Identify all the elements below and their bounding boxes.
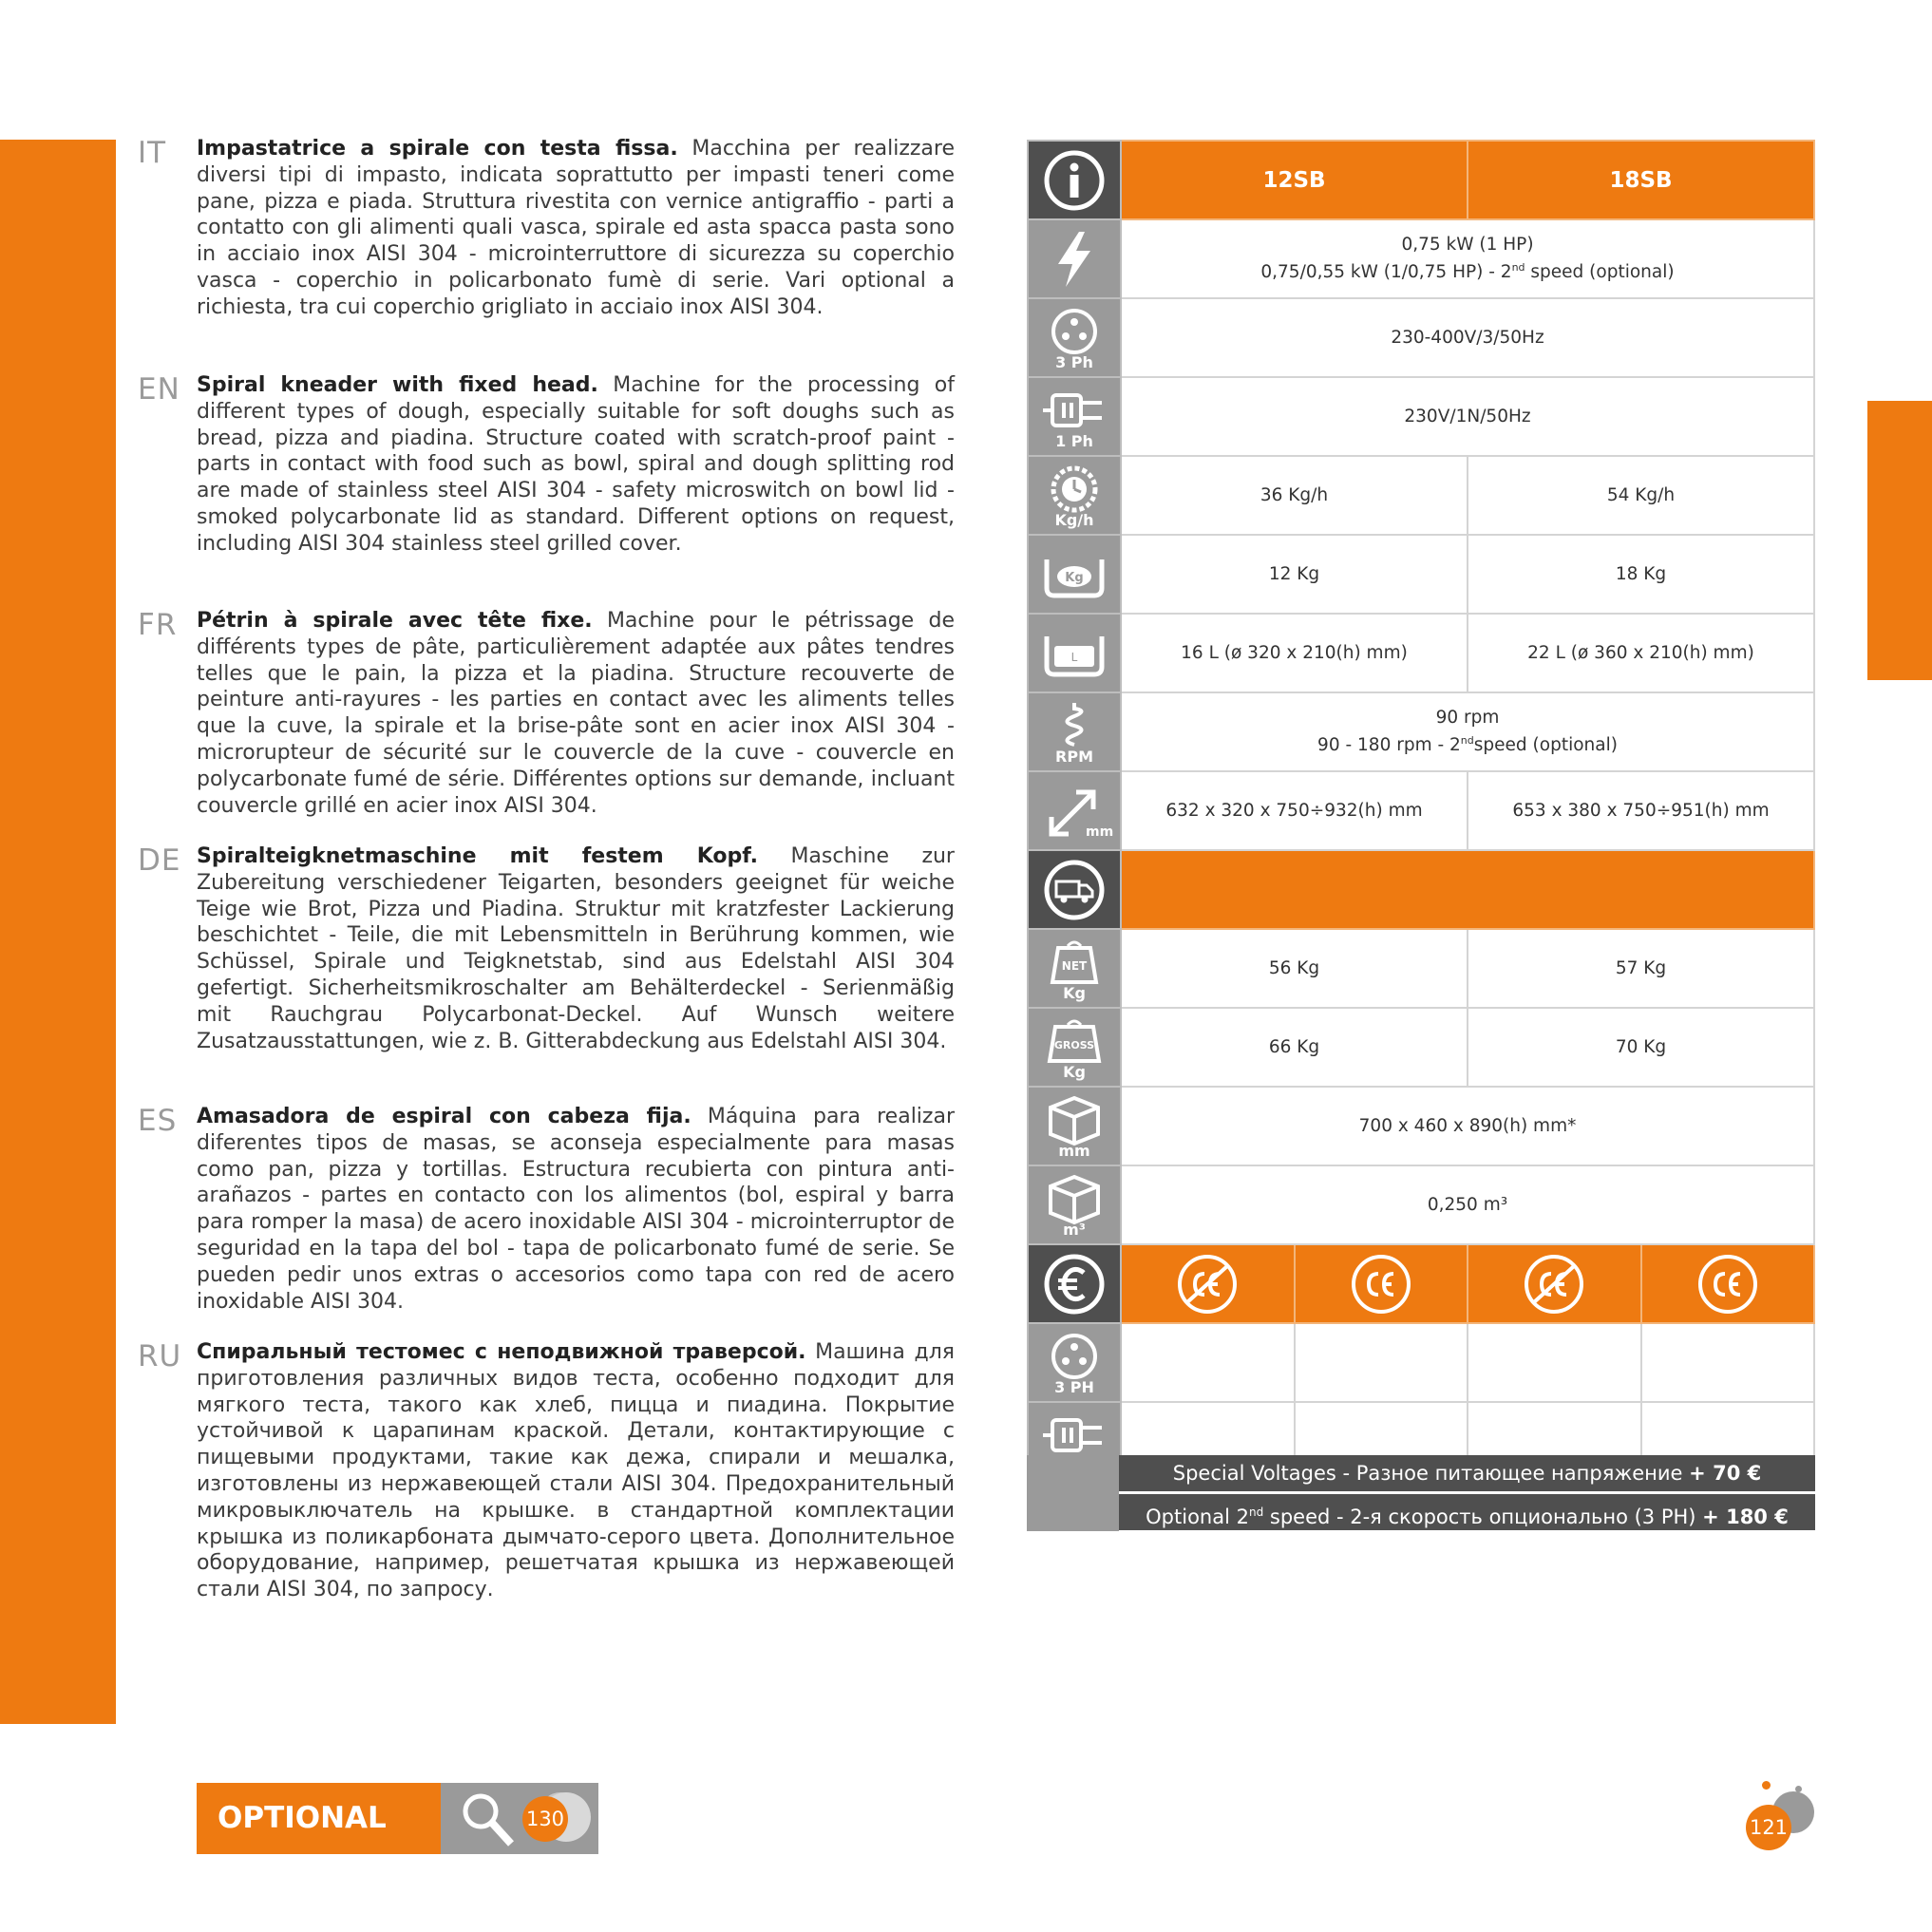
power-value	[1121, 219, 1814, 298]
capacity-18sb: 18 Kg	[1468, 535, 1814, 614]
lang-title: Amasadora de espiral con cabeza fija.	[197, 1105, 691, 1128]
label-m3: m³	[1063, 1221, 1086, 1239]
production-18sb: 54 Kg/h	[1468, 456, 1814, 535]
plug-1ph-icon	[1028, 377, 1121, 456]
label-kgh: Kg/h	[1054, 511, 1094, 529]
price-ce-cells	[1121, 1244, 1814, 1323]
shipping-header	[1121, 850, 1814, 929]
bowl-12sb: 16 L (ø 320 x 210(h) mm)	[1121, 614, 1468, 692]
optional-link[interactable]: OPTIONAL	[197, 1783, 441, 1854]
production-12sb: 36 Kg/h	[1121, 456, 1468, 535]
left-orange-bar	[0, 140, 116, 1724]
net-weight-18sb: 57 Kg	[1468, 929, 1814, 1008]
optional-image[interactable]	[441, 1783, 598, 1854]
package-volume-icon	[1028, 1165, 1121, 1244]
info-icon	[1028, 141, 1121, 219]
page-number: 121	[1746, 1805, 1791, 1850]
voltage-3ph-row	[1028, 298, 1814, 377]
net-weight-12sb: 56 Kg	[1121, 929, 1468, 1008]
lang-code: ES	[138, 1104, 178, 1138]
lang-body: Macchina per realizzare diversi tipi di impasto, indicata soprattutto per impasti teneri come pane, pizza e piada. Struttura rivestita con vernice antigraffio - parti a contatto con gli alimenti quali vasca, spirale ed asta spacca pasta sono in acciaio inox AISI 304 - microinterruttore di sicurezza su coperchio vasca - coperchio in policarbonato fumè di serie. Vari optional a richiesta, tra cui coperchio grigliato in acciaio inox AISI 304.	[197, 137, 955, 319]
power-line2: 0,75/0,55 kW (1/0,75 HP) - 2nd speed (optional)	[1260, 260, 1675, 283]
gross-weight-icon	[1028, 1008, 1121, 1087]
lang-title: Pétrin à spirale avec tête fixe.	[197, 609, 593, 633]
package-row	[1028, 1087, 1814, 1165]
dimensions-row	[1028, 771, 1814, 850]
special-voltages-note: Special Voltages - Разное питающее напряжение + 70 €	[1119, 1455, 1815, 1491]
lang-body: Machine pour le pétrissage de différents types de pâte, particulièrement adaptée aux pâtes tendres telles que le pain, la pizza et la piadina. Structure recouverte de peinture anti-rayures - les parties en contact avec les aliments telles que la cuve, la spirale et la brise-pâte sont en acier inox AISI 304 - microrupteur de sécurité sur le couvercle de la cuve - couvercle en polycarbonate fumé de série. Différentes options sur demande, incluant couvercle grillé en acier inox AISI 304.	[197, 609, 955, 818]
svg-text:mm: mm	[1086, 824, 1114, 840]
right-section-tab	[1867, 401, 1932, 680]
spiral-icon	[1028, 692, 1121, 771]
production-row	[1028, 456, 1814, 535]
net-weight-row	[1028, 929, 1814, 1008]
gross-weight-18sb: 70 Kg	[1468, 1008, 1814, 1087]
lightning-icon	[1028, 219, 1121, 298]
label-rpm: RPM	[1055, 748, 1093, 766]
bowl-volume-icon	[1028, 614, 1121, 692]
package-dims-value: 700 x 460 x 890(h) mm*	[1121, 1087, 1814, 1165]
lang-text	[197, 136, 955, 321]
lang-title: Spiral kneader with fixed head.	[197, 373, 598, 397]
lang-title: Спиральный тестомес с неподвижной траверсой.	[197, 1340, 806, 1364]
model-12sb: 12SB	[1121, 141, 1468, 219]
label-package-mm: mm	[1058, 1142, 1090, 1160]
capacity-12sb: 12 Kg	[1121, 535, 1468, 614]
rpm-value	[1121, 692, 1814, 771]
optional-speed-note: Optional 2nd speed - 2-я скорость опционально (3 PH) + 180 €	[1119, 1494, 1815, 1530]
no-ce-icon	[1122, 1245, 1296, 1322]
label-3ph: 3 Ph	[1055, 353, 1093, 371]
spec-table	[1027, 140, 1815, 1482]
lang-body: Машина для приготовления различных видов теста, особенно подходит для мягкого теста, такого как хлеб, пицца и пиадина. Покрытие устойчивой к царапинам краской. Детали, контактирующие с пищевыми продуктами, такие как дежа, спирали и мешалка, изготовлены из нержавеющей стали AISI 304. Предохранительный микровыключатель на крышке. в стандартной комплектации крышка из поликарбоната дымчато-серого цвета. Дополнительное оборудование, например, решетчатая крышка из нержавеющей стали AISI 304, по запросу.	[197, 1340, 955, 1602]
lang-code: RU	[138, 1339, 182, 1373]
lang-title: Spiralteigknetmaschine mit festem Kopf.	[197, 844, 759, 868]
ce-icon	[1296, 1245, 1469, 1322]
label-gross-kg: Kg	[1063, 1063, 1086, 1081]
euro-icon	[1028, 1244, 1121, 1323]
truck-icon	[1028, 850, 1121, 929]
power-line1: 0,75 kW (1 HP)	[1401, 234, 1534, 255]
lang-text	[197, 1104, 955, 1315]
capacity-row	[1028, 535, 1814, 614]
lang-body: Maschine zur Zubereitung verschiedener Teigarten, besonders geeignet für weiche Teige wie Brot, Pizza und Piadina. Struktur mit kratzfester Lackierung beschichtet - Teile, die mit Lebensmitteln in Berührung kommen, wie Schüssel, Spirale und Teigknetstab, sind aus Edelstahl AISI 304 gefertigt. Sicherheitsmikroschalter am Behälterdeckel - Serienmäßig mit Rauchgrau Polycarbonat-Deckel. Auf Wunsch weitere Zusatzausstattungen, wie z. B. Gitterabdeckung aus Edelstahl AISI 304.	[197, 844, 955, 1053]
lang-code: EN	[138, 372, 180, 407]
lang-text	[197, 843, 955, 1054]
header-row	[1028, 141, 1814, 219]
page-decor-dot	[1795, 1786, 1802, 1792]
volume-row	[1028, 1165, 1814, 1244]
lang-body: Machine for the processing of different types of dough, especially suitable for soft doughs such as bread, pizza and piadina. Structure coated with scratch-proof paint - parts in contact with food such as bowl, spiral and dough splitting rod are made of stainless steel AISI 304 - safety microswitch on bowl lid - smoked polycarbonate lid as standard. Different options on request, including AISI 304 stainless steel grilled cover.	[197, 373, 955, 556]
svg-text:L: L	[1070, 650, 1078, 664]
voltage-3ph-value: 230-400V/3/50Hz	[1121, 298, 1814, 377]
lang-code: FR	[138, 608, 178, 642]
label-net-kg: Kg	[1063, 984, 1086, 1002]
page-decor-dot	[1762, 1781, 1771, 1790]
dimensions-icon	[1028, 771, 1121, 850]
volume-value: 0,250 m³	[1121, 1165, 1814, 1244]
rpm-row	[1028, 692, 1814, 771]
gross-weight-12sb: 66 Kg	[1121, 1008, 1468, 1087]
production-icon	[1028, 456, 1121, 535]
dimensions-18sb: 653 x 380 x 750÷951(h) mm	[1468, 771, 1814, 850]
ce-icon	[1642, 1245, 1814, 1322]
dimensions-12sb: 632 x 320 x 750÷932(h) mm	[1121, 771, 1468, 850]
shipping-header-row	[1028, 850, 1814, 929]
no-ce-icon	[1468, 1245, 1642, 1322]
lang-text	[197, 608, 955, 819]
bowl-row	[1028, 614, 1814, 692]
footer-grey-block	[1027, 1455, 1119, 1531]
package-dims-icon	[1028, 1087, 1121, 1165]
gross-weight-row	[1028, 1008, 1814, 1087]
bowl-18sb: 22 L (ø 360 x 210(h) mm)	[1468, 614, 1814, 692]
plug-3ph-icon	[1028, 298, 1121, 377]
lang-code: DE	[138, 843, 181, 878]
price-header-row	[1028, 1244, 1814, 1323]
svg-text:NET: NET	[1061, 958, 1088, 973]
optional-page-number[interactable]: 130	[522, 1796, 568, 1842]
rpm-line1: 90 rpm	[1435, 707, 1500, 728]
plug-3ph-icon	[1028, 1323, 1121, 1402]
lang-text	[197, 372, 955, 558]
lang-text	[197, 1339, 955, 1603]
rpm-line2: 90 - 180 rpm - 2ndspeed (optional)	[1317, 733, 1618, 756]
voltage-1ph-value: 230V/1N/50Hz	[1121, 377, 1814, 456]
price-3ph-cells	[1121, 1323, 1814, 1402]
voltage-1ph-row	[1028, 377, 1814, 456]
label-1ph: 1 Ph	[1055, 432, 1093, 450]
net-weight-icon	[1028, 929, 1121, 1008]
lang-title: Impastatrice a spirale con testa fissa.	[197, 137, 678, 161]
model-18sb: 18SB	[1468, 141, 1814, 219]
svg-text:Kg: Kg	[1065, 570, 1084, 585]
label-3PH: 3 PH	[1054, 1378, 1094, 1396]
svg-text:GROSS: GROSS	[1053, 1038, 1095, 1051]
lang-code: IT	[138, 136, 167, 170]
price-3ph-row	[1028, 1323, 1814, 1402]
power-row	[1028, 219, 1814, 298]
dough-bowl-icon	[1028, 535, 1121, 614]
lang-body: Máquina para realizar diferentes tipos de masas, se aconseja especialmente para masas como pan, pizza y tortillas. Estructura recubierta con pintura anti-arañazos - partes en contacto con los alimentos (bol, espiral y barra para romper la masa) de acero inoxidable AISI 304 - microinterruptor de seguridad en la tapa del bol - tapa de policarbonato fumé de serie. Se pueden pedir unos extras o accesorios como tapa con red de acero inoxidable AISI 304.	[197, 1105, 955, 1314]
